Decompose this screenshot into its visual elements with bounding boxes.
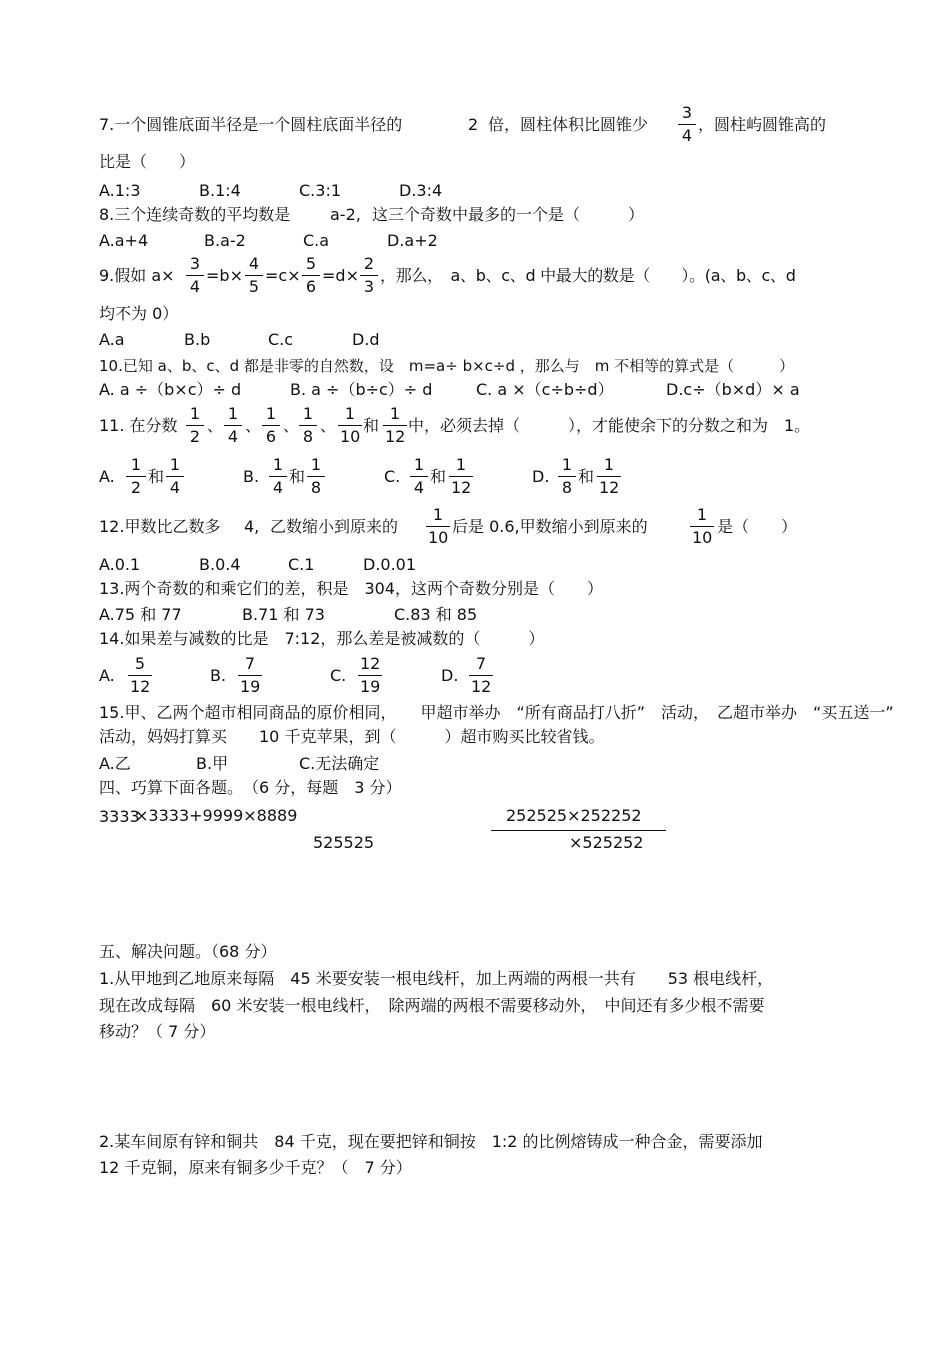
- q13-option-c: C.83 和 85: [394, 605, 478, 624]
- q7-option-b: B.1:4: [199, 181, 241, 200]
- calc1-expression: ×3333+9999×8889: [135, 806, 298, 825]
- q11-option-a-label: A.: [99, 467, 115, 486]
- problem-1-line1: 1.从甲地到乙地原来每隔 45 米要安装一根电线杆，加上两端的两根一共有 53 根电线杆，: [99, 969, 774, 988]
- q12-option-a: A.0.1: [99, 555, 141, 574]
- q7-text-3: ，圆柱屿圆锥高的: [698, 115, 827, 134]
- q12-option-c: C.1: [288, 555, 315, 574]
- q11-option-d-frac-2: 1 12: [599, 455, 620, 497]
- q9-line2: 均不为 0）: [99, 304, 179, 323]
- q7-fraction: 3 4: [678, 104, 696, 145]
- q11-option-b-and: 和: [289, 467, 306, 486]
- q11-fraction-5: 1 10: [340, 404, 361, 446]
- q11-fraction-6: 1 12: [385, 404, 406, 446]
- q9-mid-1: =b×: [206, 266, 243, 285]
- q14-option-d-fraction: 7 12: [471, 654, 492, 696]
- q13-option-b: B.71 和 73: [242, 605, 325, 624]
- q9-fraction-2: 4 5: [245, 255, 263, 296]
- q7-text-1: 7.一个圆锥底面半径是一个圆柱底面半径的: [99, 115, 403, 134]
- q11-fraction-2: 1 4: [224, 405, 242, 446]
- q9-option-a: A.a: [99, 330, 125, 349]
- q14-option-a-label: A.: [99, 666, 115, 685]
- calc2-denominator-left: 525525: [313, 833, 375, 852]
- q14-option-c-fraction: 12 19: [360, 654, 381, 696]
- q14-option-b-fraction: 7 19: [240, 654, 261, 696]
- q12-fraction-1: 1 10: [428, 505, 449, 547]
- q11-sep-4: 、: [320, 416, 337, 435]
- q9-option-d: D.d: [352, 330, 380, 349]
- q12-text-1: 12.甲数比乙数多: [99, 517, 221, 536]
- q7-text-2: 倍，圆柱体积比圆锥少: [488, 115, 649, 134]
- q11-fraction-4: 1 8: [299, 405, 317, 446]
- q12-number: 4,: [244, 517, 260, 536]
- section-5-title: 五、解决问题。（68 分）: [99, 942, 277, 961]
- q11-option-d-frac-1: 1 8: [558, 456, 576, 497]
- q12-text-4: 是（ ）: [717, 517, 798, 536]
- q9-fraction-3: 5 6: [302, 255, 320, 296]
- problem-2-line2: 12 千克铜，原来有铜多少千克？（ 7 分）: [99, 1158, 412, 1177]
- q10-option-c: C. a ×（c÷b÷d）: [476, 380, 614, 399]
- q11-option-a-and: 和: [148, 467, 165, 486]
- q12-text-3: 后是 0.6,甲数缩小到原来的: [452, 517, 648, 536]
- q11-sep-3: 、: [283, 416, 300, 435]
- q13-text: 13.两个奇数的和乘它们的差，积是 304，这两个奇数分别是（ ）: [99, 579, 603, 598]
- q15-line2: 活动，妈妈打算买 10 千克苹果，到（ ）超市购买比较省钱。: [99, 727, 605, 746]
- q8-text-1: 8.三个连续奇数的平均数是: [99, 205, 291, 224]
- q7-option-c: C.3:1: [299, 181, 342, 200]
- q8-text-2: 这三个奇数中最多的一个是（ ）: [372, 205, 645, 224]
- problem-2-line1: 2.某车间原有锌和铜共 84 千克，现在要把锌和铜按 1:2 的比例熔铸成一种合金，需要添加: [99, 1132, 763, 1151]
- q11-option-a-frac-1: 1 2: [126, 456, 146, 497]
- q10-option-a: A. a ÷（b×c）÷ d: [99, 380, 242, 399]
- q8-option-a: A.a+4: [99, 231, 149, 250]
- q9-option-b: B.b: [184, 330, 211, 349]
- q11-fraction-1: 1 2: [186, 405, 204, 446]
- problem-1-line2: 现在改成每隔 60 米安装一根电线杆， 除两端的两根不需要移动外， 中间还有多少根不需要: [99, 996, 765, 1015]
- q14-option-a-fraction: 5 12: [130, 654, 151, 696]
- q11-end: 中，必须去掉（ ），才能使余下的分数之和为 1。: [408, 416, 811, 435]
- q14-option-d-label: D.: [441, 666, 459, 685]
- problem-1-line3: 移动？（ 7 分）: [99, 1022, 216, 1041]
- q11-fraction-3: 1 6: [262, 405, 280, 446]
- q10-option-b: B. a ÷（b÷c）÷ d: [290, 380, 433, 399]
- q11-and: 和: [363, 416, 380, 435]
- q15-option-a: A.乙: [99, 754, 131, 773]
- q10-option-d: D.c÷（b×d）× a: [666, 380, 800, 399]
- q12-fraction-2: 1 10: [692, 505, 713, 547]
- q15-option-c: C.无法确定: [299, 754, 380, 773]
- q8-option-c: C.a: [303, 231, 330, 250]
- section-4-title: 四、巧算下面各题。 （6 分，每题 3 分）: [99, 778, 402, 797]
- q11-sep-2: 、: [245, 416, 262, 435]
- calc2-denominator-right: ×525252: [569, 833, 644, 852]
- q12-option-d: D.0.01: [363, 555, 417, 574]
- q11-option-c-label: C.: [384, 467, 401, 486]
- q12-text-2: 乙数缩小到原来的: [270, 517, 399, 536]
- q11-option-c-frac-1: 1 4: [410, 456, 428, 497]
- q11-option-a-frac-2: 1 4: [166, 456, 184, 497]
- q7-line2: 比是（ ）: [99, 152, 196, 171]
- q9-fraction-4: 2 3: [360, 255, 378, 296]
- q11-option-b-label: B.: [243, 467, 260, 486]
- q8-option-d: D.a+2: [387, 231, 438, 250]
- q9-option-c: C.c: [268, 330, 294, 349]
- q9-mid-2: =c×: [265, 266, 301, 285]
- q8-option-b: B.a-2: [204, 231, 246, 250]
- q11-option-d-label: D.: [532, 467, 550, 486]
- calc2-fraction-bar: [491, 830, 666, 831]
- q11-option-b-frac-2: 1 8: [307, 456, 325, 497]
- q14-text: 14.如果差与减数的比是 7:12，那么差是被减数的（ ）: [99, 629, 545, 648]
- q9-mid-3: =d×: [322, 266, 359, 285]
- q10-text: 10.已知 a、b、c、d 都是非零的自然数，设 m=a÷ b×c÷d ，那么与 m 不相等的算式是（ ）: [99, 357, 795, 375]
- calc2-numerator: 252525×252252: [506, 806, 642, 825]
- q8-expr: a-2,: [330, 205, 361, 224]
- q14-option-b-label: B.: [210, 666, 227, 685]
- q11-sep-1: 、: [207, 416, 224, 435]
- q14-option-c-label: C.: [330, 666, 347, 685]
- q7-number: 2: [468, 115, 479, 134]
- q12-option-b: B.0.4: [199, 555, 241, 574]
- q13-option-a: A.75 和 77: [99, 605, 182, 624]
- q9-fraction-1: 3 4: [186, 255, 204, 296]
- q11-option-d-and: 和: [578, 467, 595, 486]
- q11-start: 11. 在分数: [99, 416, 178, 435]
- q11-option-b-frac-1: 1 4: [269, 456, 287, 497]
- q11-option-c-frac-2: 1 12: [451, 455, 472, 497]
- q11-option-c-and: 和: [430, 467, 447, 486]
- q15-line1: 15.甲、乙两个超市相同商品的原价相同， 甲超市举办 “所有商品打八折” 活动， 乙超市举办 “买五送一”: [99, 703, 894, 722]
- calc1-prefix: 3333: [99, 807, 140, 826]
- q15-option-b: B.甲: [196, 754, 229, 773]
- q7-option-a: A.1:3: [99, 181, 141, 200]
- q9-end: ，那么， a、b、c、d 中最大的数是（ ）。(a、b、c、d: [380, 266, 796, 285]
- q7-option-d: D.3:4: [399, 181, 443, 200]
- q9-start: 9.假如 a×: [99, 266, 175, 285]
